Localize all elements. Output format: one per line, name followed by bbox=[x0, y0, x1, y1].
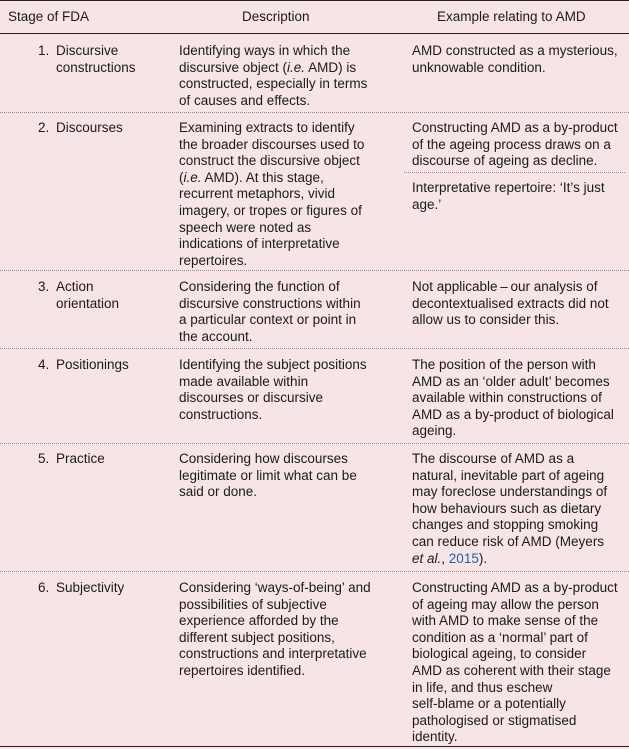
stage-cell: Action orientation bbox=[56, 279, 120, 311]
header-description: Description bbox=[242, 9, 310, 24]
table-bottom-rule bbox=[0, 746, 629, 747]
example-cell: AMD constructed as a mysterious, unknowable condition. bbox=[412, 43, 618, 75]
example-divider bbox=[404, 172, 625, 173]
row-number: 4. bbox=[38, 357, 50, 372]
table-row bbox=[0, 571, 629, 747]
row-number: 3. bbox=[38, 279, 50, 294]
example-cell: Constructing AMD as a by-product of the ageing process draws on a discourse of ageing as decline. bbox=[412, 120, 618, 169]
header-example: Example relating to AMD bbox=[437, 9, 586, 24]
description-cell: Considering ‘ways-of-being’ and possibilities of subjective experience afforded by the different subject positions, constructions and interpretative repertoires identified. bbox=[179, 580, 371, 678]
example-cell: Not applicable – our analysis of decontextualised extracts did not allow us to consider this. bbox=[412, 279, 609, 328]
description-cell: Identifying ways in which the discursive object (i.e. AMD) is constructed, especially in terms of causes and effects. bbox=[179, 43, 368, 108]
row-number: 2. bbox=[38, 120, 50, 135]
row-number: 6. bbox=[38, 580, 50, 595]
table-row bbox=[0, 270, 629, 348]
stage-cell: Practice bbox=[56, 451, 105, 466]
description-cell: Identifying the subject positions made available within discourses or discursive constructions. bbox=[179, 357, 367, 422]
table-row bbox=[0, 34, 629, 112]
stage-cell: Discourses bbox=[56, 120, 123, 135]
table-row bbox=[0, 112, 629, 270]
description-cell: Considering how discourses legitimate or limit what can be said or done. bbox=[179, 451, 357, 500]
table-header bbox=[0, 0, 629, 34]
table-row bbox=[0, 348, 629, 443]
header-stage: Stage of FDA bbox=[8, 9, 90, 24]
table-row bbox=[0, 443, 629, 571]
description-cell: Considering the function of discursive constructions within a particular context or point in the account. bbox=[179, 279, 361, 344]
description-cell: Examining extracts to identify the broader discourses used to construct the discursive object (i.e. AMD). At this stage, recurrent metaphors, vivid imagery, or tropes or figures of speech were noted as indications of interpretative repertoires. bbox=[179, 120, 365, 268]
example-cell: The discourse of AMD as a natural, inevitable part of ageing may foreclose understandings of how behaviours such as dietary changes and stopping smoking can reduce risk of AMD (Meyers et al., 2015). bbox=[412, 451, 608, 566]
stage-cell: Positionings bbox=[56, 357, 129, 372]
citation-link[interactable]: 2015 bbox=[448, 550, 479, 566]
stage-cell: Subjectivity bbox=[56, 580, 125, 595]
row-number: 1. bbox=[38, 43, 50, 58]
example-cell: The position of the person with AMD as an ‘older adult’ becomes available within constructions of AMD as a by-product of biological ageing. bbox=[412, 357, 614, 439]
example-cell: Constructing AMD as a by-product of ageing may allow the person with AMD to make sense of the condition as a ‘normal’ part of biological ageing, to consider AMD as coherent with their stage in life, and thus eschew self-blame or a potentially pathologised or stigmatised identity. bbox=[412, 580, 618, 745]
row-number: 5. bbox=[38, 451, 50, 466]
stage-cell: Discursive constructions bbox=[56, 43, 136, 75]
example-cell-repertoire: Interpretative repertoire: ‘It’s just age.’ bbox=[412, 180, 605, 212]
